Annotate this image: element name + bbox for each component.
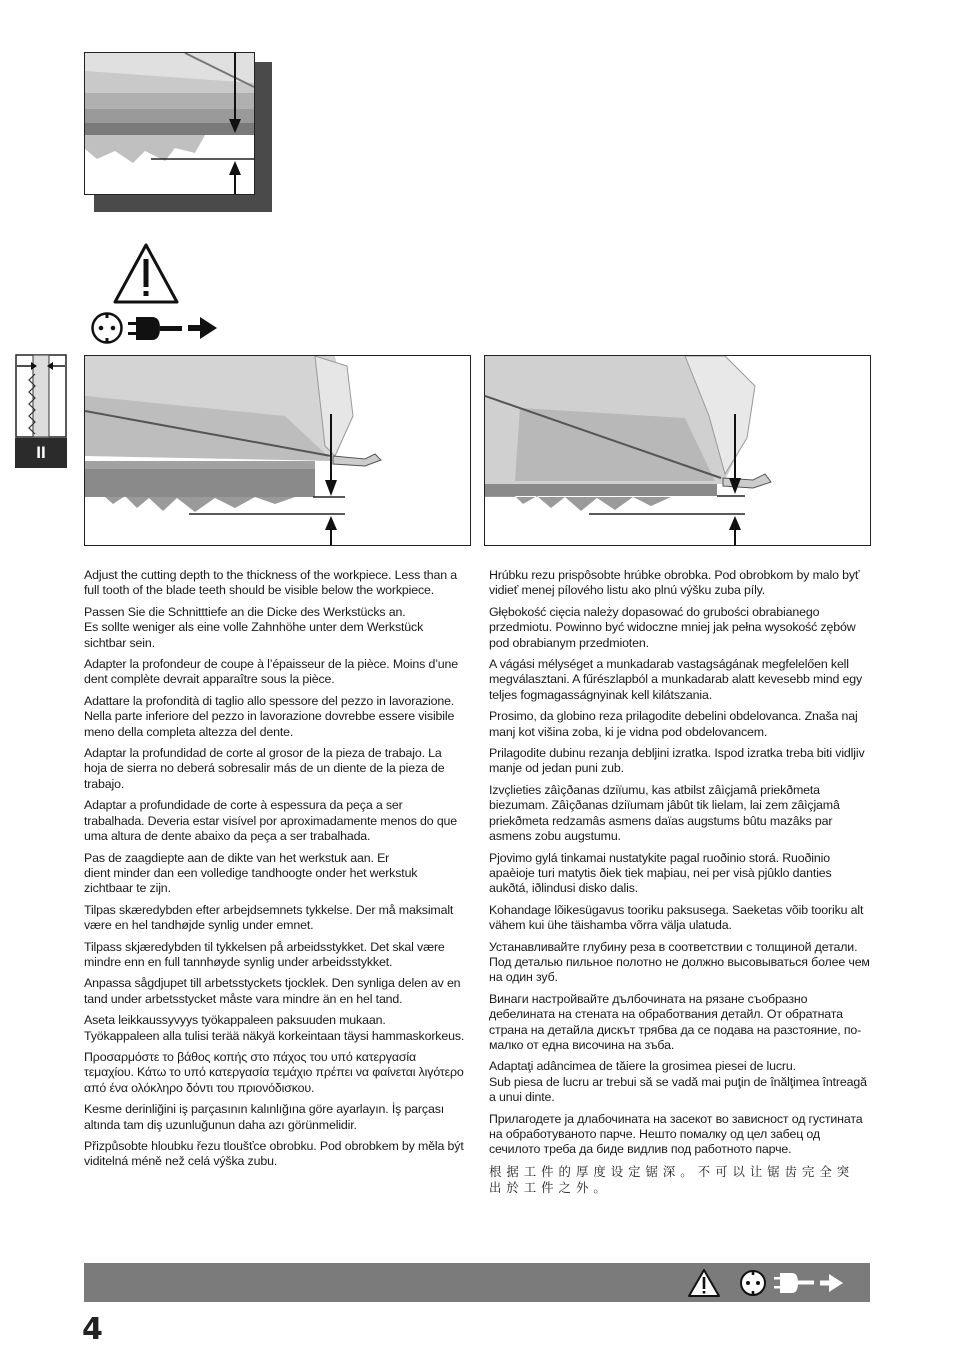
instruction-zh: 根据工件的厚度设定锯深。不可以让锯齿完全突出於工件之外。 [489, 1164, 855, 1195]
footer-bar [84, 1263, 870, 1302]
instruction-tr: Kesme derinliğini iş parçasının kalınlığına göre ayarlayın. İş parçası altında tam diş uzunluğunun daha azı görünmelidir. [84, 1102, 445, 1132]
instruction-sl: Prosimo, da globino reza prilagodite debelini obdelovanca. Znaša naj manj kot višina zoba, ki je vidna pod obdelovancem. [489, 709, 858, 739]
plug-icon [774, 1271, 816, 1295]
instruction-fr: Adapter la profondeur de coupe à l’épaisseur de la pièce. Moins d’une dent complète devrait apparaître sous la pièce. [84, 657, 459, 687]
unplug-icon-group [90, 311, 220, 347]
instruction-et: Kohandage lõikesügavus tooriku paksusega. Saeketas võib tooriku alt vähem kui ühe täishamba võrra välja ulatuda. [489, 902, 864, 933]
instruction-hu: A vágási mélységet a munkadarab vastagságának megfelelően kell megválasztani. A fűrészlapból a munkadarab alatt kevesebb mind egy teljes fogmagasságnyinak kell kilátszania. [489, 657, 863, 702]
instruction-lt: Pjovimo gylá tinkamai nustatykite pagal ruoðinio storá. Ruoðinio apaèioje turi matytis ðiek tiek maþiau, nei per visà pjûklo danties aukðtá, iðlindusi disko dalis. [489, 850, 832, 896]
instruction-bg: Винаги настройвайте дълбочината на рязане съобразно дебелината на стената на обработвания детайл. От обратната страна на детайла дискът трябва да се подава на разстояние, по-малко от една височина на зъба. [489, 991, 862, 1052]
instruction-it: Adattare la profondità di taglio allo spessore del pezzo in lavorazione. Nella parte inferiore del pezzo in lavorazione dovrebbe essere visibile meno della completa altezza del dente. [84, 693, 455, 739]
instruction-de: Passen Sie die Schnitttiefe an die Dicke des Werkstücks an. Es sollte weniger als eine volle Zahnhöhe unter dem Werkstück sichtbar sein. [84, 604, 424, 650]
plug-icon [128, 314, 184, 344]
socket-icon [739, 1269, 767, 1297]
arrow-right-icon [820, 1273, 844, 1293]
instruction-sv: Anpassa sågdjupet till arbetsstyckets tjocklek. Den synliga delen av en tand under arbetsstycket måste vara mindre än en hel tand. [84, 976, 461, 1006]
instruction-fi: Aseta leikkaussyvyys työkappaleen paksuuden mukaan. Työkappaleen alla tulisi terää näkyä korkeintaan täysi hammaskorkeus. [84, 1013, 465, 1043]
instruction-en: Adjust the cutting depth to the thickness of the workpiece. Less than a full tooth of the blade teeth should be visible below the workpiece. [84, 568, 458, 598]
instruction-lv: Izvçlieties zâìçðanas dziïumu, kas atbilst zâìçjamâ priekðmeta biezumam. Zâìçðanas dziïumam jâbût tik lielam, lai zem zâìçjamâ priekðmeta redzamâs asmens daïas augstums bûtu mazâks par asmens zobu augstumu. [489, 782, 840, 844]
top-figure [84, 52, 255, 195]
blade-depth-detail-illustration [85, 53, 254, 194]
instruction-no: Tilpass skjæredybden til tykkelsen på arbeidsstykket. Det skal være mindre enn en full tannhøyde synlig under arbeidsstykket. [84, 939, 445, 969]
instruction-cs: Přizpůsobte hloubku řezu tloušťce obrobku. Pod obrobkem by měla být viditelná méně než celá výška zubu. [84, 1139, 464, 1169]
page-number: 4 [82, 1312, 103, 1347]
instruction-mk: Прилагодете ја длабочината на засекот во зависност од густината на обработуваното парче. Нешто помалку од цел забец од сечилото треба да биде видлив под работното парче. [489, 1111, 863, 1157]
left-figure [84, 355, 471, 546]
saw-side-view-right-illustration [485, 356, 870, 545]
instruction-sk: Hrúbku rezu prispôsobte hrúbke obrobka. Pod obrobkom by malo byť vidieť menej pílového listu ako plnú výšku zuba píly. [489, 568, 860, 598]
instruction-es: Adaptar la profundidad de corte al grosor de la pieza de trabajo. La hoja de sierra no deberá sobresalir más de un diente de la pieza de trabajo. [84, 746, 445, 791]
instruction-ru: Устанавливайте глубину реза в соответствии с толщиной детали. Под деталью пильное полотно не должно высовываться более чем на один зуб. [489, 939, 870, 985]
side-tab-label: II [15, 438, 67, 468]
socket-icon [90, 311, 124, 345]
right-figure [484, 355, 871, 546]
instruction-el: Προσαρμόστε το βάθος κοπής στο πάχος του υπό κατεργασία τεμαχίου. Κάτω το υπό κατεργασία τεμάχιο πρέπει να φαίνεται λιγότερο από ένα ολόκληρο δόντι του πριονόδισκου. [84, 1049, 464, 1095]
saw-side-view-left-illustration [85, 356, 470, 545]
arrow-right-icon [188, 316, 218, 340]
warning-triangle-icon [687, 1268, 721, 1298]
left-text-column [84, 568, 466, 1176]
side-tab-blade-icon [15, 354, 67, 438]
instruction-ro: Adaptaţi adâncimea de tăiere la grosimea piesei de lucru. Sub piesa de lucru ar trebui să se vadă mai puţin de înălţimea întreagă a unui dinte. [489, 1059, 867, 1105]
right-text-column [489, 568, 871, 1202]
instruction-pt: Adaptar a profundidade de corte à espessura da peça a ser trabalhada. Deveria estar visível por aproximadamente menos do que uma altura de dente abaixo da peça a ser trabalhada. [84, 798, 458, 844]
instruction-hr: Prilagodite dubinu rezanja debljini izratka. Ispod izratka treba biti vidljiv manje od jedan puni zub. [489, 746, 865, 776]
warning-triangle-icon [112, 242, 180, 306]
instruction-pl: Głębokość cięcia należy dopasować do grubości obrabianego przedmiotu. Powinno być widoczne mniej jak pełna wysokość zębów pod obrabianym przedmioten. [489, 604, 856, 650]
instruction-da: Tilpas skæredybden efter arbejdsemnets tykkelse. Der må maksimalt være en hel tandhøjde synlig under emnet. [84, 902, 454, 933]
instruction-nl: Pas de zaagdiepte aan de dikte van het werkstuk aan. Er dient minder dan een volledige tandhoogte onder het werkstuk zichtbaar te zijn. [84, 850, 418, 896]
